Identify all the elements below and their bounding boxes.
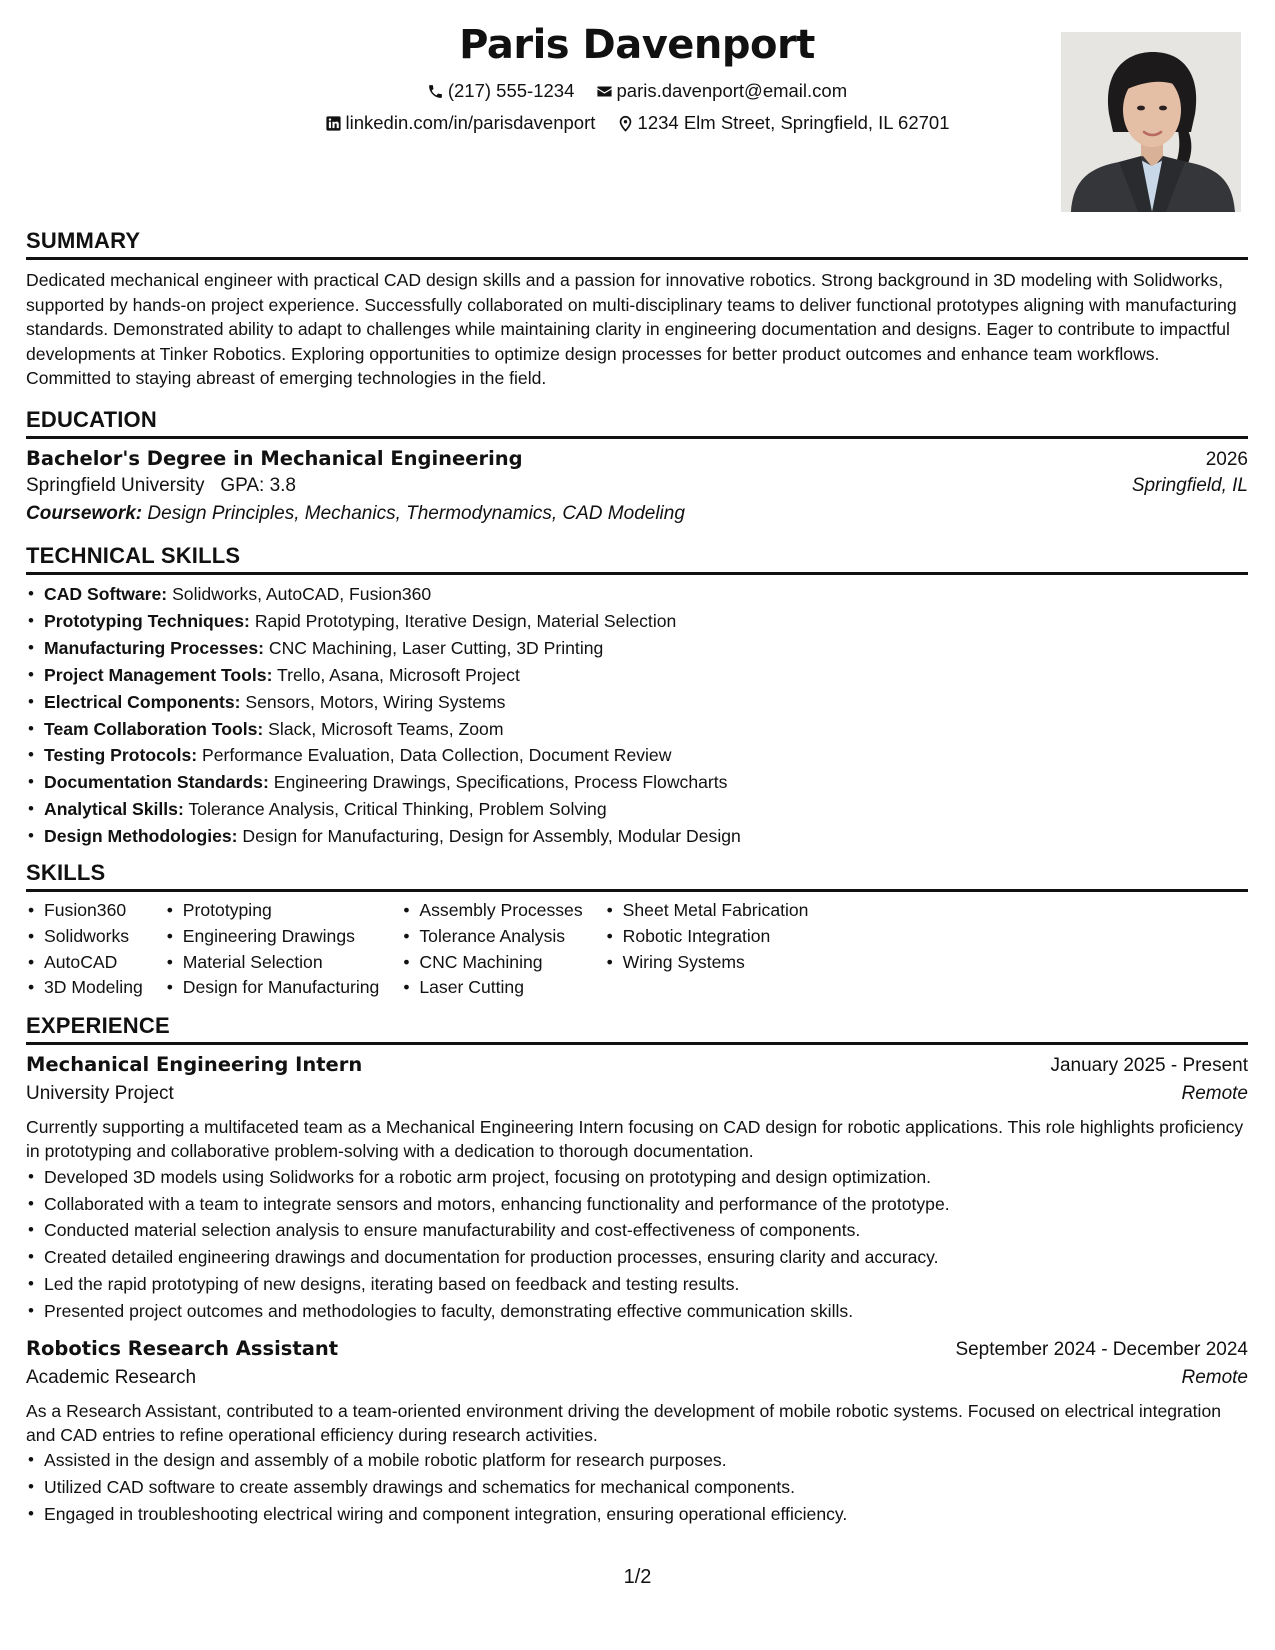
contact-email[interactable] xyxy=(596,80,848,102)
resume-header xyxy=(26,0,1248,212)
skill-item: • Solidworks xyxy=(26,924,143,950)
job-description: As a Research Assistant, contributed to a team-oriented environment driving the development of mobile robotic systems. Focused on electrical integration and CAD entries to refine operational efficiency during research activities. xyxy=(26,1401,1222,1446)
skills-column xyxy=(605,898,809,1001)
coursework-list: Design Principles, Mechanics, Thermodynamics, CAD Modeling xyxy=(147,502,685,524)
school-info xyxy=(26,475,296,497)
map-pin-icon xyxy=(617,115,634,132)
job-dates: January 2025 - Present xyxy=(1050,1055,1248,1077)
technical-skill-item xyxy=(26,823,1248,850)
job-bullet: • Engaged in troubleshooting electrical wiring and component integration, ensuring operational efficiency. xyxy=(26,1501,1248,1528)
school-location: Springfield, IL xyxy=(1131,474,1248,496)
experience-row-2 xyxy=(26,1083,1248,1105)
profile-photo xyxy=(1061,32,1241,212)
technical-skill-item xyxy=(26,608,1248,635)
technical-skill-item xyxy=(26,769,1248,796)
job-dates: September 2024 - December 2024 xyxy=(955,1339,1248,1361)
education-row-1 xyxy=(26,447,1248,471)
coursework-line xyxy=(26,503,1248,525)
technical-skill-value: Solidworks, AutoCAD, Fusion360 xyxy=(172,583,432,604)
summary-heading: SUMMARY xyxy=(26,228,1248,260)
skill-item: • Tolerance Analysis xyxy=(401,924,582,950)
skills-grid xyxy=(26,898,1248,1001)
technical-skill-label: Testing Protocols: xyxy=(44,745,198,766)
skills-column xyxy=(401,898,582,1001)
skill-item: • Material Selection xyxy=(165,950,380,976)
technical-skill-value: Tolerance Analysis, Critical Thinking, Problem Solving xyxy=(188,799,607,820)
technical-skill-label: CAD Software: xyxy=(44,583,168,604)
job-organization: Academic Research xyxy=(26,1367,197,1389)
skill-item: • Sheet Metal Fabrication xyxy=(605,898,809,924)
job-bullet: • Conducted material selection analysis to ensure manufacturability and cost-effectiveness of components. xyxy=(26,1217,1248,1244)
linkedin-icon xyxy=(325,115,342,132)
resume-page xyxy=(26,0,1248,1650)
technical-skill-label: Manufacturing Processes: xyxy=(44,637,264,658)
job-location: Remote xyxy=(1181,1083,1248,1105)
education-row-2 xyxy=(26,475,1248,497)
skill-item: • AutoCAD xyxy=(26,950,143,976)
technical-skill-value: Trello, Asana, Microsoft Project xyxy=(277,664,520,685)
skill-item: • Engineering Drawings xyxy=(165,924,380,950)
contact-phone xyxy=(427,80,575,102)
degree-title: Bachelor's Degree in Mechanical Engineering xyxy=(26,446,523,470)
technical-skills-list xyxy=(26,581,1248,850)
graduation-year: 2026 xyxy=(1205,448,1248,470)
job-title: Mechanical Engineering Intern xyxy=(26,1053,363,1077)
experience-row-1 xyxy=(26,1053,1248,1077)
skill-item: • 3D Modeling xyxy=(26,975,143,1001)
experience-list xyxy=(26,1053,1248,1528)
skill-item: • Wiring Systems xyxy=(605,950,809,976)
contact-address xyxy=(617,112,950,134)
gpa: GPA: 3.8 xyxy=(220,474,296,496)
technical-skill-label: Team Collaboration Tools: xyxy=(44,718,264,739)
job-bullets xyxy=(26,1164,1248,1325)
page-number: 1/2 xyxy=(623,1566,652,1588)
linkedin-text[interactable]: linkedin.com/in/parisdavenport xyxy=(345,112,596,133)
skills-heading: SKILLS xyxy=(26,860,1248,892)
technical-skill-label: Project Management Tools: xyxy=(44,664,273,685)
experience-row-2 xyxy=(26,1367,1248,1389)
technical-skill-item xyxy=(26,716,1248,743)
skill-item: • Prototyping xyxy=(165,898,380,924)
phone-icon xyxy=(427,83,444,100)
phone-text: (217) 555-1234 xyxy=(447,80,575,101)
education-entry xyxy=(26,447,1248,525)
technical-skill-item xyxy=(26,662,1248,689)
skill-item: • Robotic Integration xyxy=(605,924,809,950)
technical-skills-heading: TECHNICAL SKILLS xyxy=(26,543,1248,575)
job-location: Remote xyxy=(1181,1367,1248,1389)
job-bullet: • Created detailed engineering drawings and documentation for production processes, ensuring clarity and accuracy. xyxy=(26,1244,1248,1271)
technical-skill-item xyxy=(26,742,1248,769)
skill-item: • Laser Cutting xyxy=(401,975,582,1001)
education-heading: EDUCATION xyxy=(26,407,1248,439)
address-text: 1234 Elm Street, Springfield, IL 62701 xyxy=(637,112,950,133)
technical-skill-value: Engineering Drawings, Specifications, Process Flowcharts xyxy=(273,772,728,793)
job-bullet: • Developed 3D models using Solidworks for a robotic arm project, focusing on prototyping and design optimization. xyxy=(26,1164,1248,1191)
technical-skill-item xyxy=(26,796,1248,823)
experience-entry xyxy=(26,1053,1248,1325)
job-bullet: • Collaborated with a team to integrate sensors and motors, enhancing functionality and performance of the prototype. xyxy=(26,1191,1248,1218)
technical-skill-item xyxy=(26,635,1248,662)
job-description: Currently supporting a multifaceted team as a Mechanical Engineering Intern focusing on CAD design for robotic applications. This role highlights proficiency in prototyping and collaborative problem-solving with a dedication to thorough documentation. xyxy=(26,1117,1244,1162)
technical-skill-value: Performance Evaluation, Data Collection, Document Review xyxy=(202,745,672,766)
job-bullet: • Assisted in the design and assembly of a mobile robotic platform for research purposes. xyxy=(26,1447,1248,1474)
skill-item: • Design for Manufacturing xyxy=(165,975,380,1001)
technical-skill-label: Design Methodologies: xyxy=(44,826,238,847)
experience-entry xyxy=(26,1337,1248,1528)
technical-skill-label: Electrical Components: xyxy=(44,691,241,712)
experience-row-1 xyxy=(26,1337,1248,1361)
technical-skill-label: Prototyping Techniques: xyxy=(44,610,250,631)
contact-linkedin[interactable] xyxy=(325,112,596,134)
technical-skill-value: Sensors, Motors, Wiring Systems xyxy=(245,691,506,712)
skills-column xyxy=(165,898,380,1001)
technical-skill-item xyxy=(26,689,1248,716)
coursework-label: Coursework: xyxy=(26,502,143,524)
job-organization: University Project xyxy=(26,1083,174,1105)
envelope-icon xyxy=(596,83,613,100)
technical-skill-value: CNC Machining, Laser Cutting, 3D Printing xyxy=(268,637,604,658)
school-name: Springfield University xyxy=(26,474,205,496)
job-bullets xyxy=(26,1447,1248,1528)
job-bullet: • Presented project outcomes and methodologies to faculty, demonstrating effective communication skills. xyxy=(26,1298,1248,1325)
job-bullet: • Utilized CAD software to create assembly drawings and schematics for mechanical components. xyxy=(26,1474,1248,1501)
skill-item: • Fusion360 xyxy=(26,898,143,924)
summary-text: Dedicated mechanical engineer with practical CAD design skills and a passion for innovative robotics. Strong background in 3D modeling with Solidworks, supported by hands-on project experience. Successfully collaborated on multi-disciplinary teams to deliver functional prototypes aligning with manufacturing standards. Demonstrated ability to adapt to challenges while maintaining clarity in engineering documentation and designs. Eager to contribute to impactful developments at Tinker Robotics. Exploring opportunities to optimize design processes for better product outcomes and enhance team workflows. Committed to staying abreast of emerging technologies in the field. xyxy=(26,270,1237,389)
job-title: Robotics Research Assistant xyxy=(26,1337,339,1361)
technical-skill-value: Design for Manufacturing, Design for Assembly, Modular Design xyxy=(242,826,741,847)
skill-item: • Assembly Processes xyxy=(401,898,582,924)
technical-skill-label: Documentation Standards: xyxy=(44,772,269,793)
skill-item: • CNC Machining xyxy=(401,950,582,976)
email-text[interactable]: paris.davenport@email.com xyxy=(616,80,848,101)
technical-skill-item xyxy=(26,581,1248,608)
job-bullet: • Led the rapid prototyping of new designs, iterating based on feedback and testing results. xyxy=(26,1271,1248,1298)
experience-heading: EXPERIENCE xyxy=(26,1013,1248,1045)
technical-skill-value: Rapid Prototyping, Iterative Design, Material Selection xyxy=(254,610,677,631)
technical-skill-value: Slack, Microsoft Teams, Zoom xyxy=(268,718,504,739)
skills-column xyxy=(26,898,143,1001)
candidate-name: Paris Davenport xyxy=(459,22,815,68)
technical-skill-label: Analytical Skills: xyxy=(44,799,184,820)
